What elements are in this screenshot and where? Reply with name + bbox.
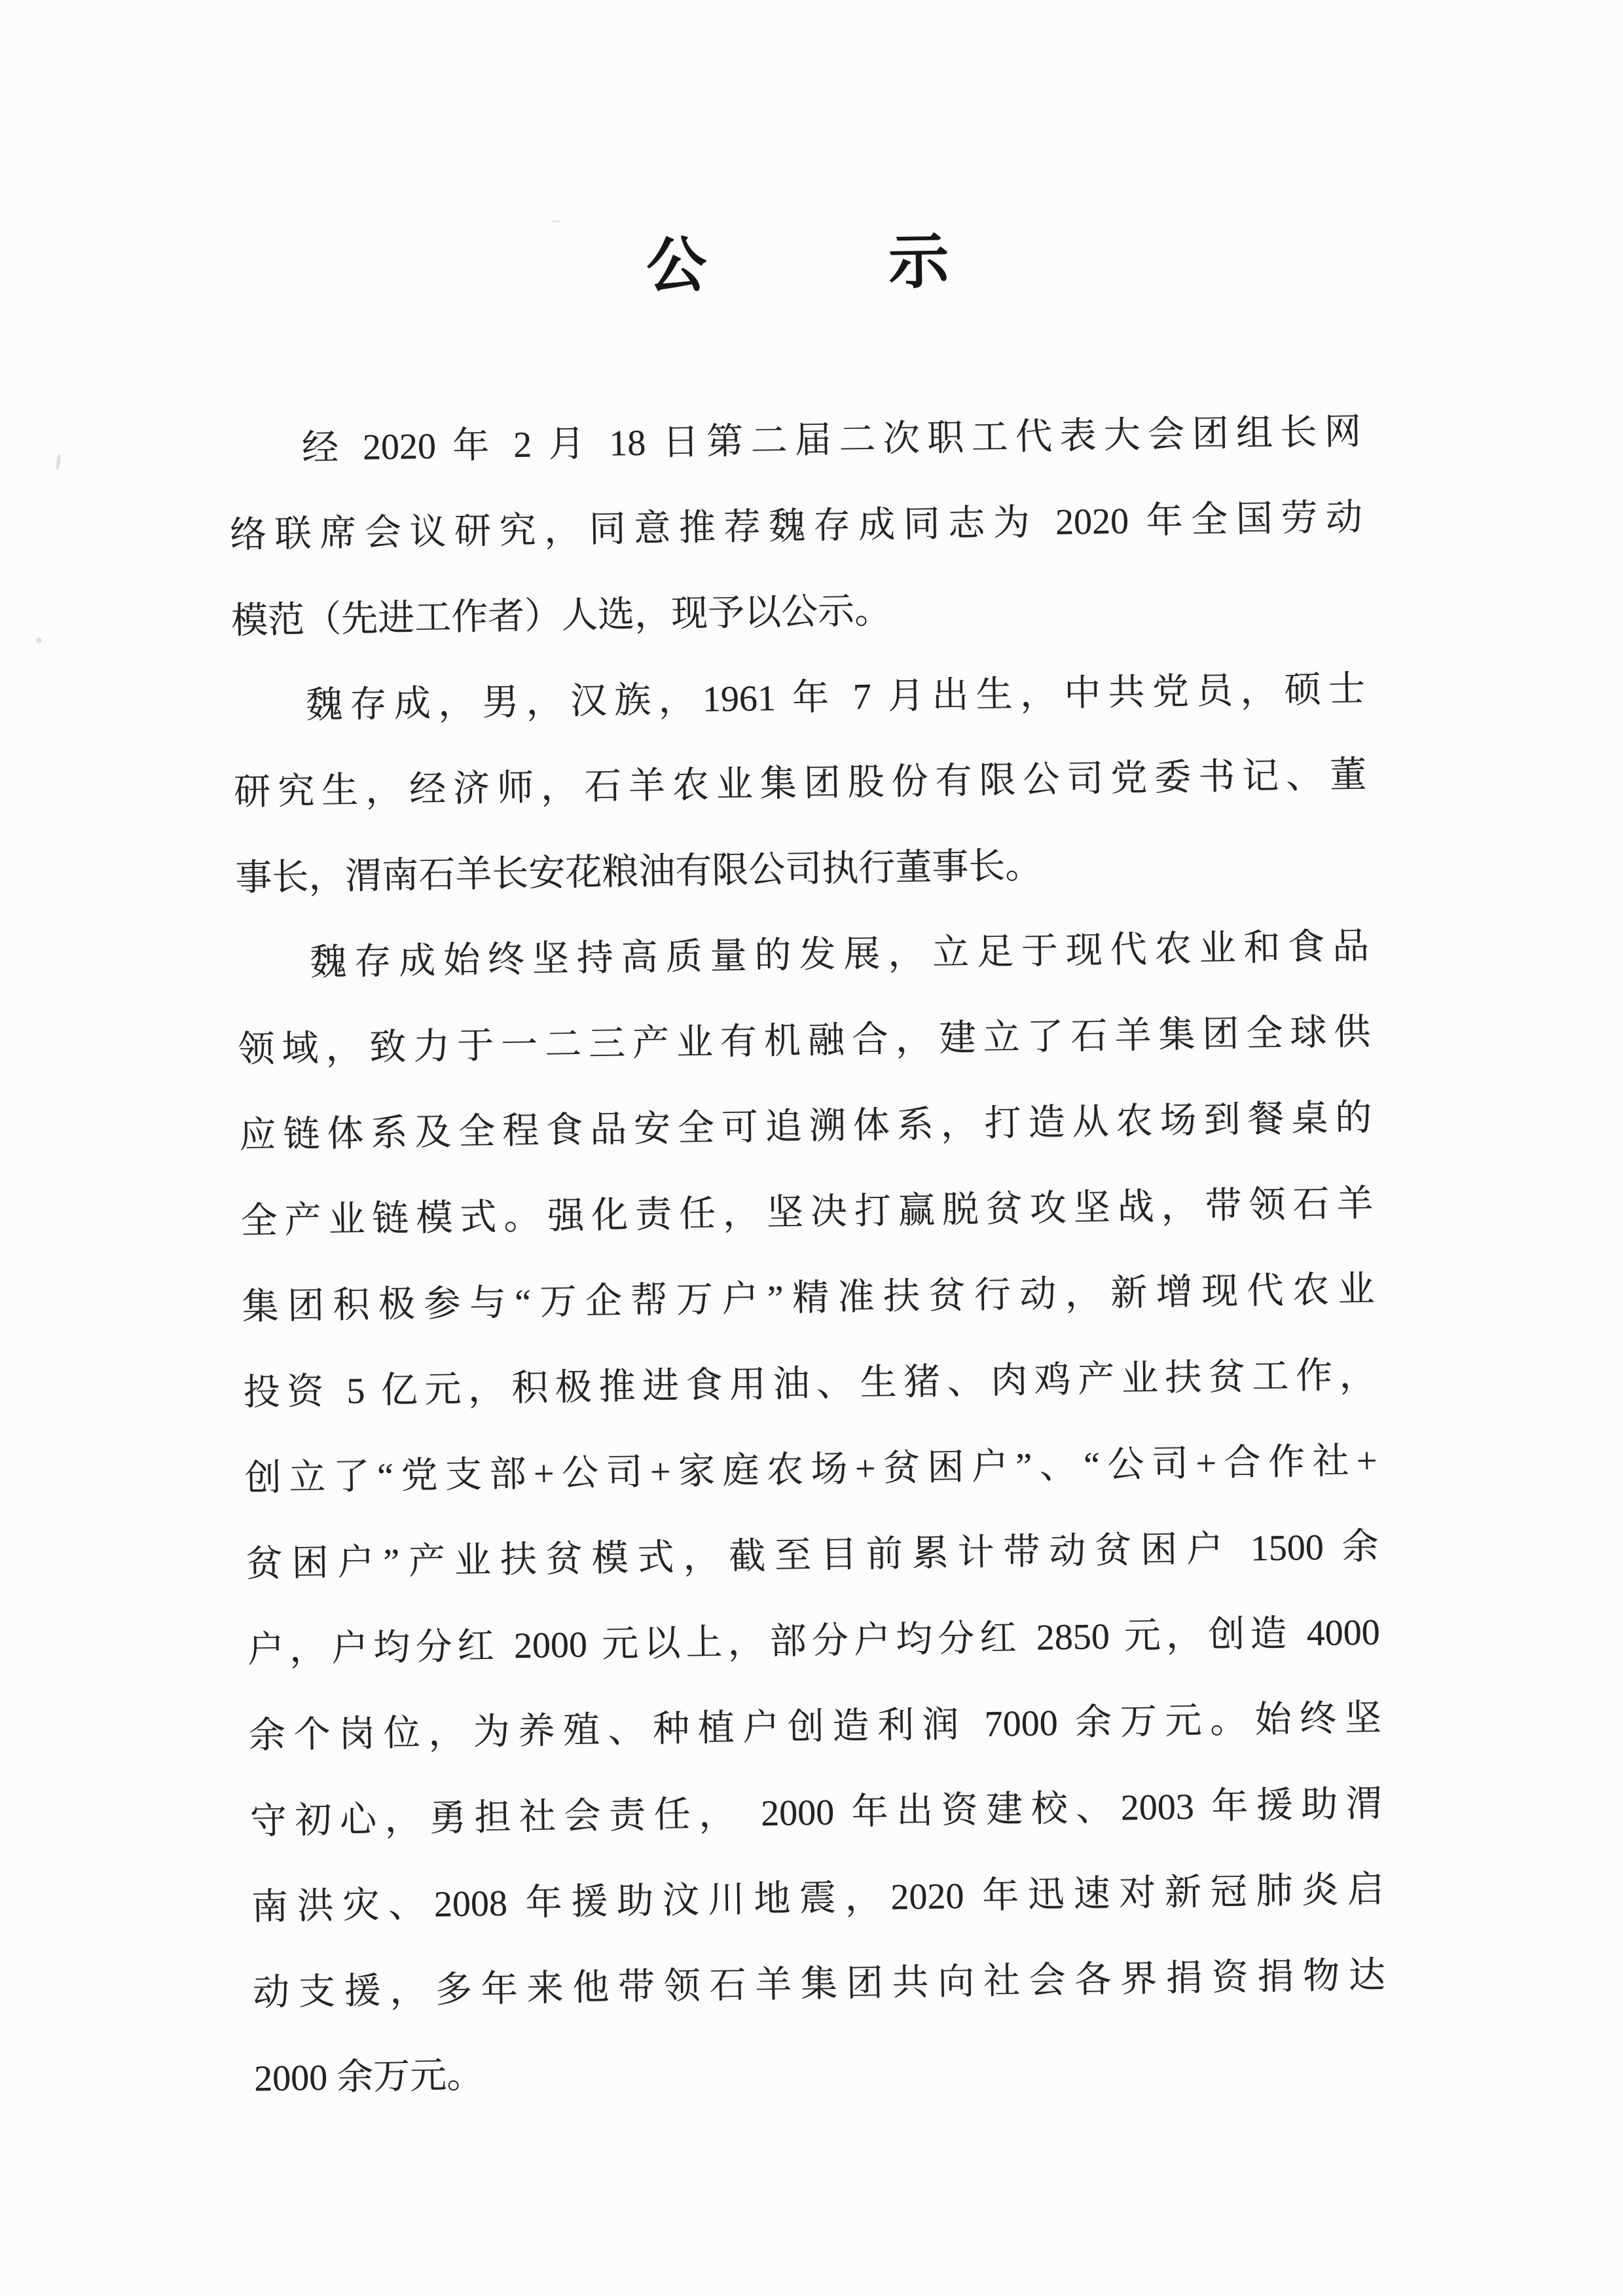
- text-line: 络联席会议研究，同意推荐魏存成同志为 2020 年全国劳动: [229, 497, 1363, 556]
- text-line: 贫困户”产业扶贫模式，截至目前累计带动贫困户 1500 余: [246, 1526, 1379, 1585]
- text-line: 研究生，经济师，石羊农业集团股份有限公司党委书记、董: [233, 754, 1367, 813]
- title-char-right: 示: [888, 228, 950, 296]
- scan-artifact: [36, 638, 42, 643]
- text-line: 创立了“党支部+公司+家庭农场+贫困户”、“公司+合作社+: [244, 1440, 1378, 1499]
- text-line: 模范（先进工作者）人选，现予以公示。: [230, 590, 892, 642]
- text-line: 经 2020 年 2 月 18 日第二届二次职工代表大会团组长网: [301, 411, 1362, 469]
- text-line: 集团积极参与“万企帮万户”精准扶贫行动，新增现代农业: [242, 1269, 1375, 1328]
- text-line: 领域，致力于一二三产业有机融合，建立了石羊集团全球供: [238, 1011, 1371, 1070]
- text-line: 南洪灾、2008 年援助汶川地震，2020 年迅速对新冠肺炎启: [251, 1869, 1385, 1928]
- title-char-left: 公: [646, 232, 708, 300]
- text-line: 投资 5 亿元，积极推进食用油、生猪、肉鸡产业扶贫工作，: [243, 1355, 1377, 1413]
- document-body: [228, 390, 1387, 2123]
- text-line: 事长，渭南石羊长安花粮油有限公司执行董事长。: [234, 845, 1042, 899]
- text-line: 应链体系及全程食品安全可追溯体系，打造从农场到餐桌的: [239, 1097, 1372, 1156]
- text-line: 余个岗位，为养殖、种植户创造利润 7000 余万元。始终坚: [248, 1698, 1382, 1757]
- document-title: [0, 215, 1609, 313]
- text-line: 2000 余万元。: [253, 2055, 484, 2100]
- scan-artifact: [551, 220, 560, 223]
- text-line: 户，户均分红 2000 元以上，部分户均分红 2850 元，创造 4000: [247, 1612, 1381, 1671]
- text-line: 魏存成始终坚持高质量的发展，立足于现代农业和食品: [309, 926, 1370, 983]
- text-line: 守初心，勇担社会责任， 2000 年出资建校、2003 年援助渭: [249, 1783, 1383, 1842]
- text-line: 魏存成，男，汉族，1961 年 7 月出生，中共党员，硕士: [305, 668, 1366, 727]
- text-line: 动支援，多年来他带领石羊集团共向社会各界捐资捐物达: [252, 1955, 1386, 2014]
- text-line: 全产业链模式。强化责任，坚决打赢脱贫攻坚战，带领石羊: [240, 1183, 1374, 1242]
